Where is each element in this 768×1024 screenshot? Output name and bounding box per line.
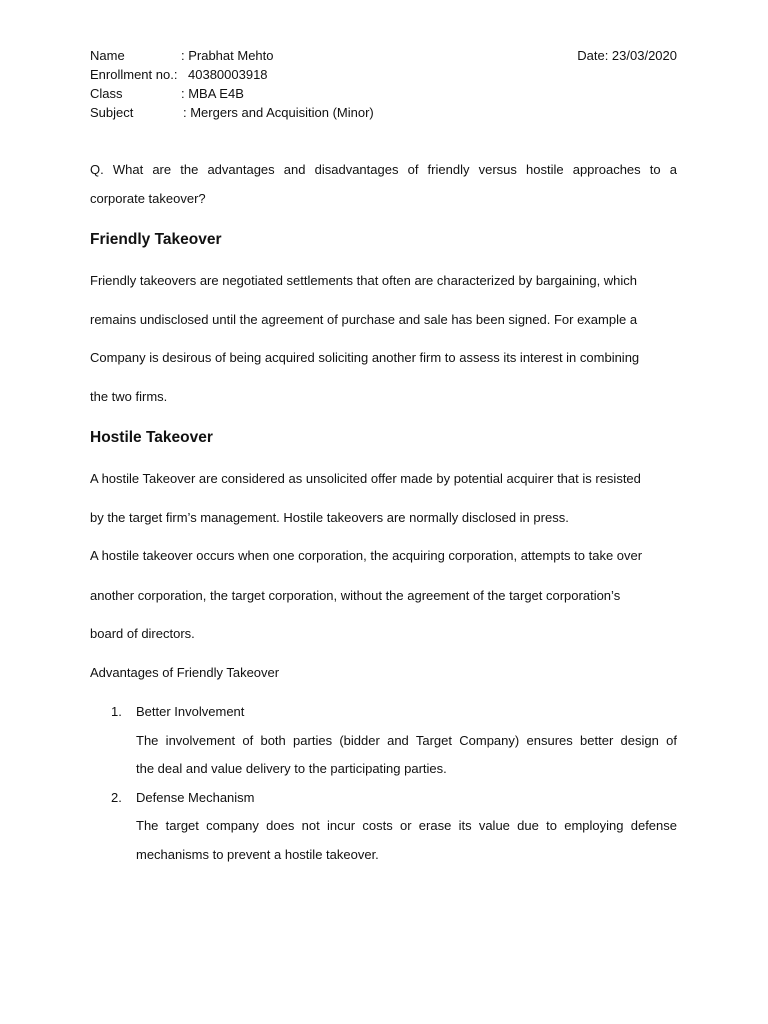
question-line-1: Q. What are the advantages and disadvantages of friendly versus hostile approaches to a <box>90 162 677 177</box>
enrollment-label: Enrollment no.: <box>90 67 178 82</box>
list-item-number: 2. <box>111 790 122 805</box>
list-item-body-line: the deal and value delivery to the participating parties. <box>136 761 447 776</box>
question-line-2: corporate takeover? <box>90 191 206 206</box>
friendly-heading: Friendly Takeover <box>90 231 222 248</box>
hostile-line: another corporation, the target corporation, without the agreement of the target corporation’s <box>90 588 621 603</box>
list-item-body-line: The target company does not incur costs or erase its value due to employing defense <box>136 818 677 833</box>
hostile-line: A hostile Takeover are considered as unsolicited offer made by potential acquirer that is resisted <box>90 471 641 486</box>
advantages-heading: Advantages of Friendly Takeover <box>90 665 280 680</box>
list-item-title: Defense Mechanism <box>136 790 255 805</box>
hostile-heading: Hostile Takeover <box>90 429 213 446</box>
list-item-title: Better Involvement <box>136 704 245 719</box>
list-item-number: 1. <box>111 704 122 719</box>
class-value: : MBA E4B <box>181 86 244 101</box>
enrollment-value: 40380003918 <box>188 67 268 82</box>
friendly-line: remains undisclosed until the agreement of purchase and sale has been signed. For example a <box>90 312 638 327</box>
subject-label: Subject <box>90 105 134 120</box>
hostile-line: board of directors. <box>90 626 195 641</box>
friendly-line: the two firms. <box>90 389 168 404</box>
subject-value: : Mergers and Acquisition (Minor) <box>183 105 374 120</box>
list-item-body-line: The involvement of both parties (bidder and Target Company) ensures better design of <box>136 733 677 748</box>
class-label: Class <box>90 86 123 101</box>
date-text: Date: 23/03/2020 <box>577 48 677 63</box>
name-label: Name <box>90 48 125 63</box>
hostile-line: by the target firm’s management. Hostile takeovers are normally disclosed in press. <box>90 510 569 525</box>
hostile-line: A hostile takeover occurs when one corporation, the acquiring corporation, attempts to take over <box>90 548 643 563</box>
friendly-line: Company is desirous of being acquired soliciting another firm to assess its interest in combining <box>90 350 640 365</box>
list-item-body-line: mechanisms to prevent a hostile takeover. <box>136 847 379 862</box>
name-value: : Prabhat Mehto <box>181 48 274 63</box>
friendly-line: Friendly takeovers are negotiated settlements that often are characterized by bargaining, which <box>90 273 638 288</box>
